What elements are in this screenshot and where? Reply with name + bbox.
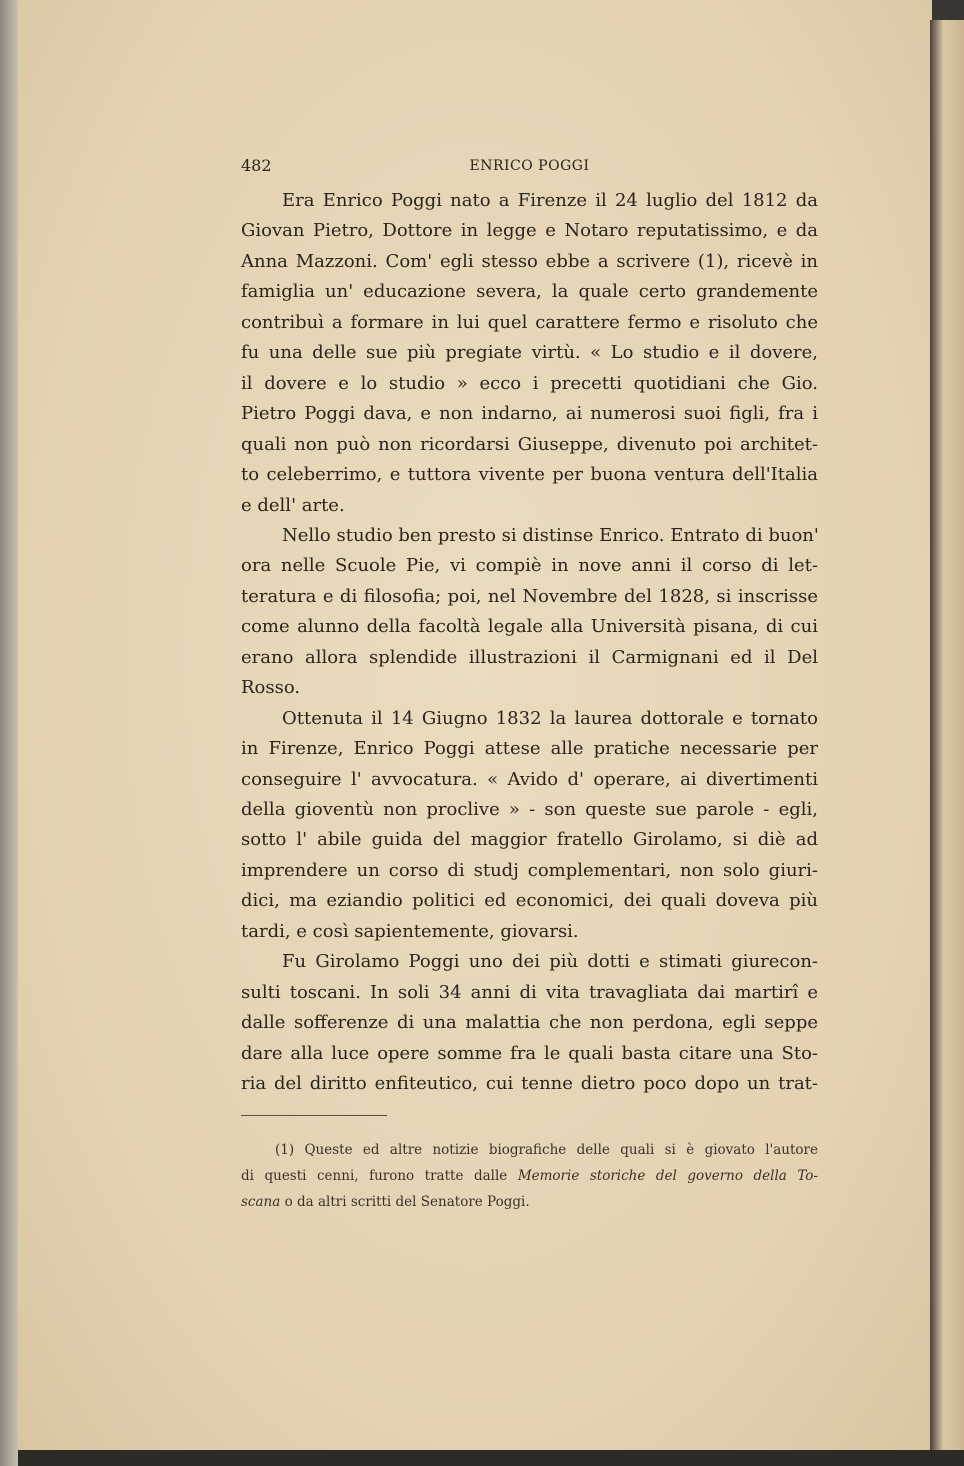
- text-line: Rosso.: [241, 677, 301, 699]
- text-line: Anna Mazzoni. Com' egli stesso ebbe a scrivere (1), ricevè in: [241, 250, 818, 272]
- text-line: ora nelle Scuole Pie, vi compiè in nove anni il corso di let-: [241, 555, 818, 577]
- text-line: imprendere un corso di studj complementari, non solo giuri-: [241, 859, 818, 881]
- text-line: in Firenze, Enrico Poggi attese alle pratiche necessarie per: [241, 738, 818, 760]
- text-line: quali non può non ricordarsi Giuseppe, divenuto poi architet-: [241, 433, 818, 455]
- text-line: fu una delle sue più pregiate virtù. « Lo studio e il dovere,: [241, 342, 818, 364]
- scan-left-border: [0, 0, 18, 1466]
- text-line: della gioventù non proclive » - son queste sue parole - egli,: [241, 799, 818, 820]
- text-line: contribuì a formare in lui quel carattere fermo e risoluto che: [241, 311, 818, 333]
- text-line: Pietro Poggi dava, e non indarno, ai numerosi suoi figli, fra i: [241, 403, 818, 425]
- footnote-title: Memorie storiche del governo della To-: [517, 1168, 818, 1184]
- footnote-text: di questi cenni, furono tratte dalle: [241, 1168, 518, 1184]
- text-line: Fu Girolamo Poggi uno dei più dotti e stimati giurecon-: [282, 951, 818, 973]
- footnote-rule: [241, 1115, 387, 1116]
- running-title: ENRICO POGGI: [469, 158, 590, 174]
- text-line: come alunno della facoltà legale alla Università pisana, di cui: [241, 616, 818, 638]
- footnote-line: [241, 1193, 818, 1211]
- scan-bottom-border: [18, 1450, 964, 1466]
- text-line: sotto l' abile guida del maggior fratello Girolamo, si diè ad: [241, 829, 818, 851]
- text-line: tardi, e così sapientemente, giovarsi.: [241, 920, 579, 942]
- text-line: famiglia un' educazione severa, la quale certo grandemente: [241, 281, 818, 303]
- text-line: dalle sofferenze di una malattia che non perdona, egli seppe: [241, 1012, 818, 1034]
- text-line: Era Enrico Poggi nato a Firenze il 24 luglio del 1812 da: [282, 190, 818, 211]
- text-line: dici, ma eziandio politici ed economici, dei quali doveva più: [241, 890, 818, 912]
- text-line: Ottenuta il 14 Giugno 1832 la laurea dottorale e tornato: [282, 707, 818, 729]
- text-line: ria del diritto enfiteutico, cui tenne dietro poco dopo un trat-: [241, 1073, 818, 1095]
- footnote-title: scana: [241, 1194, 281, 1210]
- text-line: e dell' arte.: [241, 494, 345, 516]
- footnote-line: [241, 1167, 818, 1185]
- text-line: sulti toscani. In soli 34 anni di vita travagliata dai martirî e: [241, 981, 818, 1003]
- footnote-line: (1) Queste ed altre notizie biografiche delle quali si è giovato l'autore: [275, 1142, 818, 1158]
- page-number: 482: [241, 156, 272, 175]
- footnote-text: o da altri scritti del Senatore Poggi.: [280, 1194, 530, 1210]
- text-line: conseguire l' avvocatura. « Avido d' operare, ai divertimenti: [241, 768, 818, 790]
- text-line: il dovere e lo studio » ecco i precetti quotidiani che Gio.: [241, 372, 818, 394]
- text-line: teratura e di filosofia; poi, nel Novembre del 1828, si inscrisse: [241, 585, 818, 607]
- text-line: Giovan Pietro, Dottore in legge e Notaro reputatissimo, e da: [241, 220, 818, 242]
- text-line: Nello studio ben presto si distinse Enrico. Entrato di buon': [282, 524, 819, 546]
- text-line: to celeberrimo, e tuttora vivente per buona ventura dell'Italia: [241, 464, 818, 486]
- page-edge: [930, 20, 964, 1466]
- text-line: dare alla luce opere somme fra le quali basta citare una Sto-: [241, 1042, 818, 1064]
- body-text: [241, 0, 818, 1100]
- text-line: erano allora splendide illustrazioni il Carmignani ed il Del: [241, 646, 818, 668]
